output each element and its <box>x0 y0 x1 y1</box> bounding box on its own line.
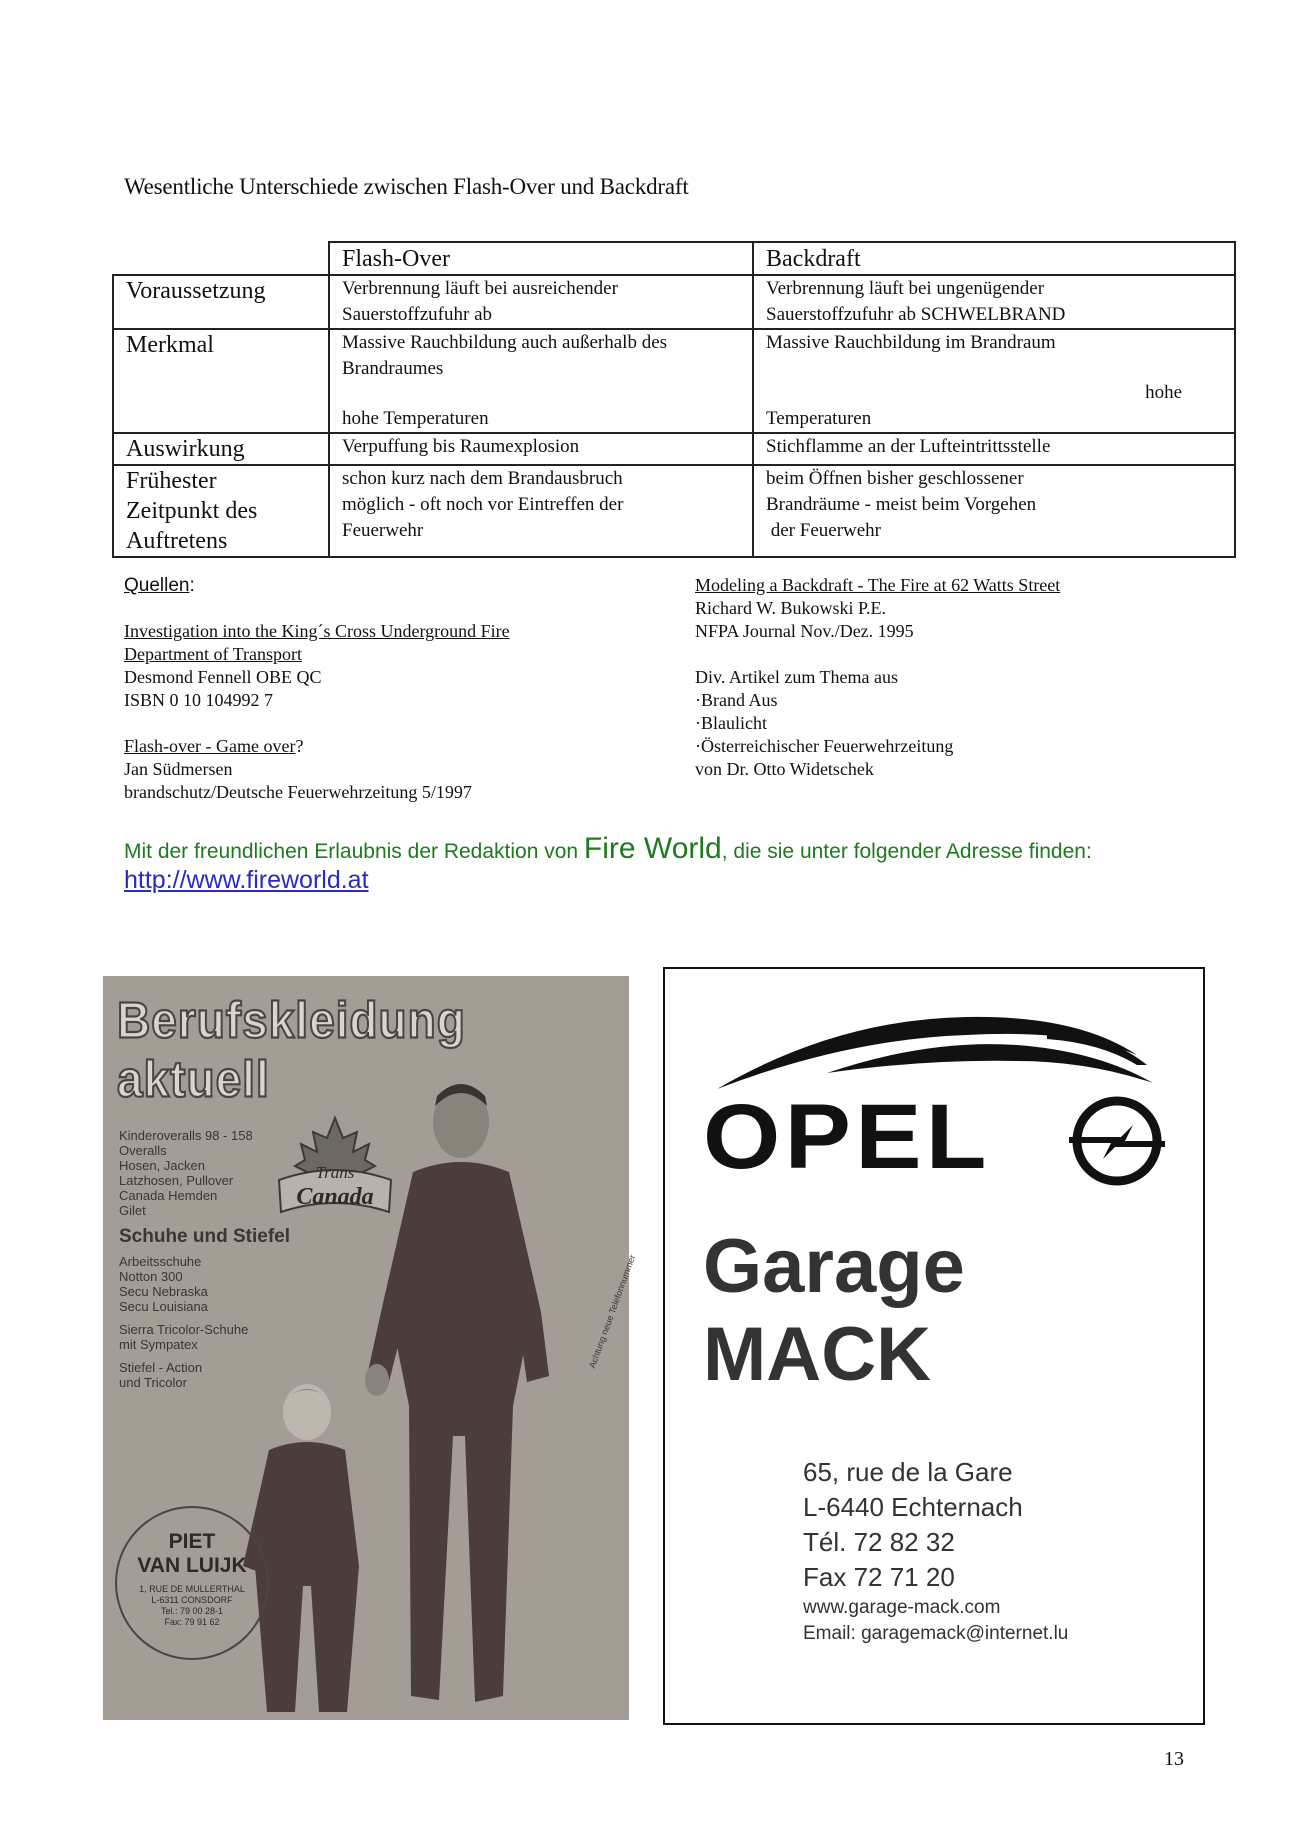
cell-text: Verbrennung läuft bei ungenügender <box>766 278 1045 299</box>
product-item: Overalls <box>119 1143 167 1158</box>
cell-text: Temperaturen <box>766 408 872 429</box>
opel-wordmark: OPEL <box>703 1086 991 1188</box>
comparison-table <box>112 241 1236 558</box>
source-journal: NFPA Journal Nov./Dez. 1995 <box>695 621 914 641</box>
cell-text: hohe <box>1145 382 1182 403</box>
product-item: Secu Louisiana <box>119 1299 208 1314</box>
product-item: und Tricolor <box>119 1375 187 1390</box>
opel-blitz-icon <box>1069 1093 1165 1189</box>
product-item: Kinderoveralls 98 - 158 <box>119 1128 253 1143</box>
source-author: Richard W. Bukowski P.E. <box>695 598 887 618</box>
flashover-cell <box>329 433 753 465</box>
permission-text-end: , die sie unter folgender Adresse finden: <box>721 840 1092 863</box>
cell-text: Massive Rauchbildung im Brandraum <box>766 332 1056 353</box>
page-number: 13 <box>1164 1748 1184 1770</box>
cell-text: beim Öffnen bisher geschlossener <box>766 468 1024 489</box>
source-text: ·Blaulicht <box>695 713 767 733</box>
product-subheading: Schuhe und Stiefel <box>119 1226 291 1247</box>
logo-text-trans: Trans <box>315 1163 355 1182</box>
stamp-name: PIET <box>168 1530 216 1553</box>
table-corner-cell <box>113 242 329 275</box>
product-item: Latzhosen, Pullover <box>119 1173 234 1188</box>
table-row <box>113 329 1235 433</box>
permission-note <box>124 832 1092 866</box>
flashover-cell <box>329 329 753 433</box>
cell-text: hohe Temperaturen <box>342 408 489 429</box>
row-label: Auswirkung <box>113 433 329 465</box>
product-item: Arbeitsschuhe <box>119 1254 202 1269</box>
source-text: ·Brand Aus <box>695 690 778 710</box>
stamp-phone: Tel.: 79 00 28-1 <box>160 1606 224 1616</box>
source-title: Investigation into the King´s Cross Underground Fire <box>124 621 510 641</box>
source-title: Flash-over - Game over <box>124 736 296 756</box>
sources-heading-colon: : <box>189 575 195 596</box>
backdraft-cell <box>753 465 1235 557</box>
product-list <box>119 1128 290 1390</box>
garage-contact <box>803 1455 1068 1647</box>
cell-text: Verpuffung bis Raumexplosion <box>342 436 580 457</box>
garage-name <box>703 1223 965 1399</box>
cell-text: Stichflamme an der Lufteintrittsstelle <box>766 436 1051 457</box>
garage-city: L-6440 Echternach <box>803 1492 1023 1522</box>
source-text: ·Österreichischer Feuerwehrzeitung <box>695 736 954 756</box>
row-label-line: Frühester <box>126 468 217 494</box>
source-title-line <box>124 735 510 758</box>
adult-worker-illustration <box>353 1076 553 1716</box>
product-item: Hosen, Jacken <box>119 1158 205 1173</box>
product-item: mit Sympatex <box>119 1337 198 1352</box>
backdraft-cell <box>753 275 1235 329</box>
backdraft-cell <box>753 329 1235 433</box>
logo-text-canada: Canada <box>296 1184 374 1210</box>
stamp-address: 1, RUE DE MULLERTHAL <box>139 1584 245 1594</box>
table-header-row <box>113 242 1235 275</box>
table-row <box>113 465 1235 557</box>
source-text: von Dr. Otto Widetschek <box>695 759 874 779</box>
permission-text: Mit der freundlichen Erlaubnis der Redaktion von <box>124 840 584 863</box>
sources-left <box>124 574 510 804</box>
cell-text: Sauerstoffzufuhr ab <box>342 304 493 325</box>
product-item: Secu Nebraska <box>119 1284 208 1299</box>
source-text: Div. Artikel zum Thema aus <box>695 667 898 687</box>
product-item: Notton 300 <box>119 1269 183 1284</box>
cell-text: möglich - oft noch vor Eintreffen der <box>342 494 624 515</box>
flashover-cell <box>329 275 753 329</box>
cell-text: Massive Rauchbildung auch außerhalb des <box>342 332 668 353</box>
flashover-cell <box>329 465 753 557</box>
source-publisher: Department of Transport <box>124 644 302 664</box>
ad-title: Berufskleidung aktuell <box>117 991 466 1108</box>
row-label-line: Zeitpunkt des <box>126 498 258 524</box>
fire-world-brand: Fire World <box>583 832 722 865</box>
column-header-backdraft: Backdraft <box>753 242 1235 275</box>
product-item: Gilet <box>119 1203 146 1218</box>
table-row <box>113 433 1235 465</box>
stamp-fax: Fax: 79 91 62 <box>164 1617 220 1627</box>
page-title: Wesentliche Unterschiede zwischen Flash-Over und Backdraft <box>124 174 689 199</box>
cell-text: Verbrennung läuft bei ausreichender <box>342 278 618 299</box>
stamp-address: L-6311 CONSDORF <box>151 1595 233 1605</box>
column-header-flashover: Flash-Over <box>329 242 753 275</box>
garage-email[interactable]: Email: garagemack@internet.lu <box>803 1623 1069 1644</box>
sources-heading: Quellen <box>124 575 190 596</box>
garage-fax: Fax 72 71 20 <box>803 1562 955 1592</box>
cell-text: Brandraumes <box>342 358 444 379</box>
cell-text: Sauerstoffzufuhr ab SCHWELBRAND <box>766 304 1066 325</box>
row-label: Merkmal <box>113 329 329 433</box>
fireworld-link[interactable]: http://www.fireworld.at <box>124 866 369 894</box>
cell-text: der Feuerwehr <box>766 520 882 541</box>
garage-name-line: MACK <box>703 1312 931 1397</box>
cell-text: Feuerwehr <box>342 520 424 541</box>
sources-right <box>695 574 1060 781</box>
row-label: Voraussetzung <box>113 275 329 329</box>
dealer-stamp <box>115 1506 269 1660</box>
product-item: Sierra Tricolor-Schuhe <box>119 1322 249 1337</box>
cell-text: Brandräume - meist beim Vorgehen <box>766 494 1037 515</box>
garage-name-line: Garage <box>703 1224 965 1309</box>
workwear-advertisement <box>103 976 638 1720</box>
source-journal: brandschutz/Deutsche Feuerwehrzeitung 5/1997 <box>124 782 472 802</box>
source-isbn: ISBN 0 10 104992 7 <box>124 690 274 710</box>
cell-text: schon kurz nach dem Brandausbruch <box>342 468 623 489</box>
garage-advertisement <box>663 967 1205 1725</box>
stamp-name: VAN LUIJK <box>137 1554 247 1577</box>
garage-address: 65, rue de la Gare <box>803 1457 1013 1487</box>
sources-heading-line <box>124 574 510 597</box>
garage-website[interactable]: www.garage-mack.com <box>803 1597 1001 1618</box>
row-label-line: Auftretens <box>126 528 228 554</box>
source-title-suffix: ? <box>295 736 304 756</box>
garage-phone: Tél. 72 82 32 <box>803 1527 955 1557</box>
opel-swoosh-graphic <box>717 999 1157 1094</box>
source-author: Desmond Fennell OBE QC <box>124 667 322 687</box>
table-row <box>113 275 1235 329</box>
backdraft-cell <box>753 433 1235 465</box>
phone-change-note: Achtung neue Telefonnummer <box>587 1253 638 1370</box>
source-author: Jan Südmersen <box>124 759 233 779</box>
source-title: Modeling a Backdraft - The Fire at 62 Watts Street <box>695 575 1061 595</box>
row-label <box>113 465 329 557</box>
product-item: Stiefel - Action <box>119 1360 203 1375</box>
product-item: Canada Hemden <box>119 1188 218 1203</box>
